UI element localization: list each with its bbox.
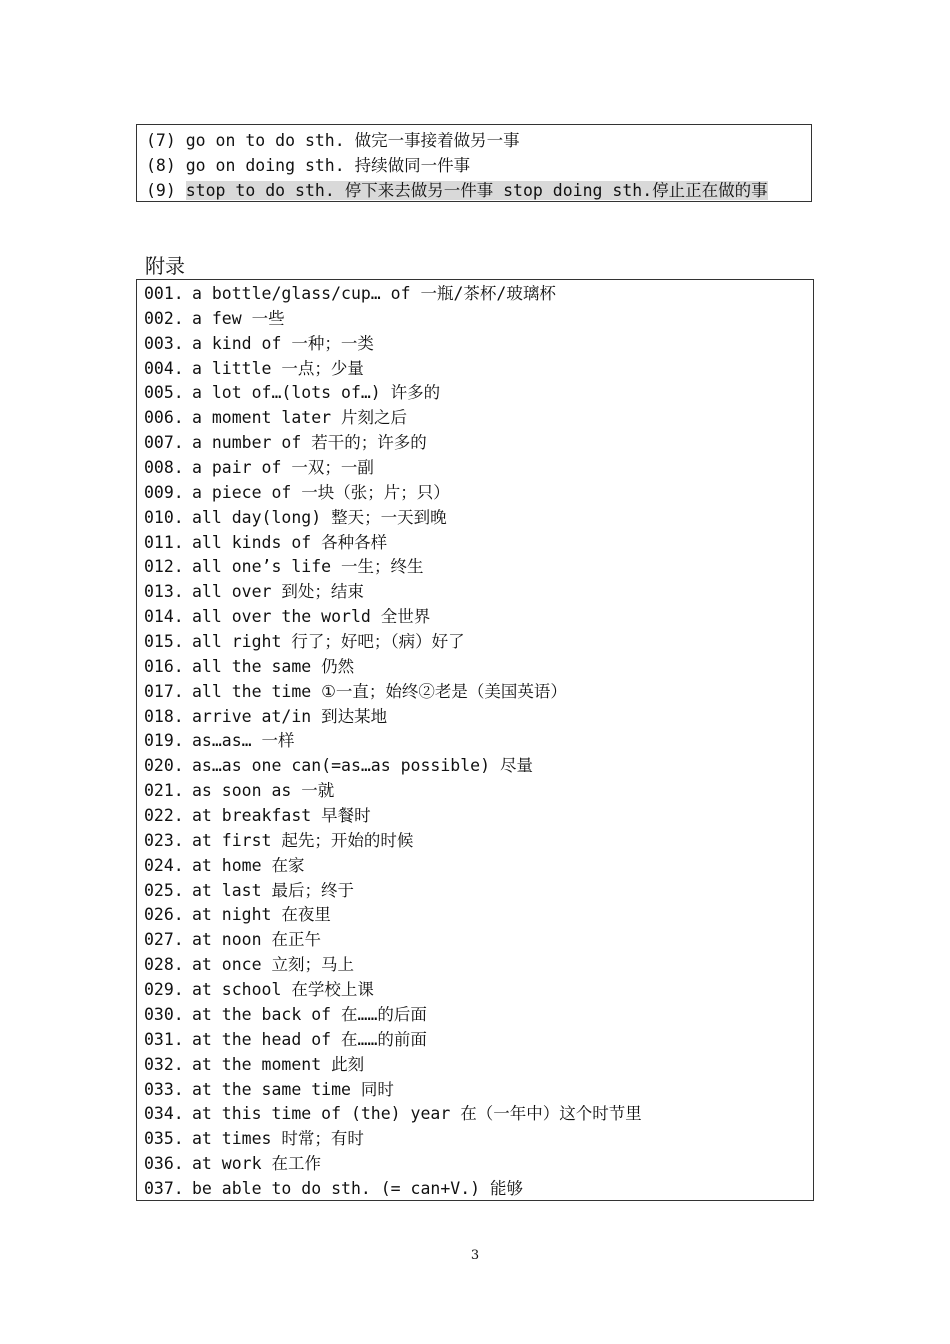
entry-number: 037. [144, 1178, 184, 1198]
entry-text: a moment later 片刻之后 [192, 408, 408, 428]
appendix-entry [144, 1078, 813, 1103]
entry-number: 015. [144, 632, 184, 652]
entry-text: all over 到处；结束 [192, 582, 364, 602]
appendix-entry [144, 804, 813, 829]
appendix-entry [144, 531, 813, 556]
appendix-entry [144, 928, 813, 953]
entry-number: 003. [144, 333, 184, 353]
entry-text: all over the world 全世界 [192, 607, 431, 627]
appendix-entry [144, 456, 813, 481]
entry-number: 013. [144, 582, 184, 602]
entry-text: as…as… 一样 [192, 731, 295, 751]
phrase-line-7: (7) go on to do sth. 做完一事接着做另一事 [146, 131, 520, 150]
appendix-entry [144, 705, 813, 730]
entry-text: a lot of…(lots of…) 许多的 [192, 383, 441, 403]
entry-text: at the same time 同时 [192, 1079, 394, 1099]
entry-text: at once 立刻；马上 [192, 955, 354, 975]
appendix-entry [144, 854, 813, 879]
entry-text: all the time ①一直；始终②老是（美国英语） [192, 681, 567, 701]
entry-number: 011. [144, 532, 184, 552]
appendix-entry [144, 829, 813, 854]
entry-text: a little 一点；少量 [192, 358, 364, 378]
entry-text: be able to do sth. (= can+V.) 能够 [192, 1178, 524, 1198]
entry-text: at this time of (the) year 在（一年中）这个时节里 [192, 1104, 642, 1124]
appendix-entry [144, 580, 813, 605]
entry-number: 001. [144, 284, 184, 303]
entry-number: 032. [144, 1054, 184, 1074]
entry-number: 028. [144, 955, 184, 975]
appendix-entry [144, 332, 813, 357]
entry-number: 002. [144, 308, 184, 328]
entry-number: 023. [144, 830, 184, 850]
appendix-entry [144, 680, 813, 705]
entry-text: at the head of 在……的前面 [192, 1029, 427, 1049]
entry-number: 029. [144, 980, 184, 1000]
entry-number: 017. [144, 681, 184, 701]
entry-text: at times 时常；有时 [192, 1129, 364, 1149]
appendix-entry [144, 282, 813, 307]
appendix-list [136, 279, 814, 1201]
appendix-entry [144, 779, 813, 804]
entry-number: 026. [144, 905, 184, 925]
entry-text: as soon as 一就 [192, 781, 335, 801]
entry-text: at the moment 此刻 [192, 1054, 365, 1074]
appendix-entry [144, 307, 813, 332]
appendix-entry [144, 1177, 813, 1202]
entry-text: all right 行了；好吧；（病）好了 [192, 632, 465, 652]
appendix-entry [144, 903, 813, 928]
entry-number: 020. [144, 756, 184, 776]
phrase-line-9-highlight: stop to do sth. 停下来去做另一件事 stop doing sth.停止正在做的事 [185, 181, 768, 200]
entry-text: a pair of 一双；一副 [192, 458, 374, 478]
entry-number: 035. [144, 1129, 184, 1149]
entry-number: 030. [144, 1004, 184, 1024]
entry-number: 025. [144, 880, 184, 900]
entry-number: 016. [144, 656, 184, 676]
appendix-entry [144, 1102, 813, 1127]
page-number: 3 [470, 1248, 480, 1263]
entry-number: 036. [144, 1154, 184, 1174]
appendix-entry [144, 555, 813, 580]
appendix-entry [144, 630, 813, 655]
entry-number: 024. [144, 855, 184, 875]
entry-text: all one’s life 一生；终生 [192, 557, 424, 577]
entry-number: 008. [144, 458, 184, 478]
phrase-line-9-prefix: (9) [146, 181, 186, 200]
phrase-line-9 [146, 178, 811, 203]
appendix-entry [144, 655, 813, 680]
entry-text: arrive at/in 到达某地 [192, 706, 388, 726]
entry-text: as…as one can(=as…as possible) 尽量 [192, 756, 533, 776]
entry-number: 010. [144, 507, 184, 527]
appendix-entry [144, 357, 813, 382]
entry-text: at work 在工作 [192, 1154, 321, 1174]
appendix-entry [144, 406, 813, 431]
appendix-entry [144, 978, 813, 1003]
entry-text: a piece of 一块（张；片；只） [192, 482, 450, 502]
entry-number: 004. [144, 358, 184, 378]
appendix-entry [144, 953, 813, 978]
appendix-entry [144, 1053, 813, 1078]
appendix-entry [144, 729, 813, 754]
appendix-entry [144, 481, 813, 506]
entry-text: at first 起先；开始的时候 [192, 830, 414, 850]
entry-text: at breakfast 早餐时 [192, 806, 371, 826]
entry-number: 012. [144, 557, 184, 577]
entry-text: a number of 若干的；许多的 [192, 433, 427, 453]
entry-text: a few 一些 [192, 308, 285, 328]
phrase-box-top [136, 124, 812, 202]
appendix-entry [144, 754, 813, 779]
entry-text: at the back of 在……的后面 [192, 1004, 427, 1024]
phrase-line-8: (8) go on doing sth. 持续做同一件事 [146, 156, 471, 175]
entry-number: 006. [144, 408, 184, 428]
entry-text: all the same 仍然 [192, 656, 355, 676]
entry-text: at school 在学校上课 [192, 980, 374, 1000]
entry-text: at noon 在正午 [192, 930, 321, 950]
entry-number: 022. [144, 806, 184, 826]
appendix-entry [144, 431, 813, 456]
entry-text: at home 在家 [192, 855, 305, 875]
entry-text: at night 在夜里 [192, 905, 331, 925]
entry-text: at last 最后；终于 [192, 880, 354, 900]
entry-number: 021. [144, 781, 184, 801]
entry-text: a bottle/glass/cup… of 一瓶/茶杯/玻璃杯 [192, 284, 556, 303]
entry-number: 007. [144, 433, 184, 453]
appendix-entry [144, 506, 813, 531]
appendix-entry [144, 1152, 813, 1177]
entry-text: all day(long) 整天；一天到晚 [192, 507, 447, 527]
appendix-entry [144, 879, 813, 904]
entry-number: 005. [144, 383, 184, 403]
appendix-entry [144, 1028, 813, 1053]
entry-number: 033. [144, 1079, 184, 1099]
entry-text: all kinds of 各种各样 [192, 532, 388, 552]
entry-number: 018. [144, 706, 184, 726]
entry-number: 009. [144, 482, 184, 502]
entry-number: 034. [144, 1104, 184, 1124]
appendix-entry [144, 381, 813, 406]
appendix-entry [144, 605, 813, 630]
appendix-entry [144, 1003, 813, 1028]
entry-number: 014. [144, 607, 184, 627]
entry-text: a kind of 一种；一类 [192, 333, 374, 353]
appendix-heading: 附录 [145, 254, 185, 278]
appendix-entry [144, 1127, 813, 1152]
entry-number: 031. [144, 1029, 184, 1049]
entry-number: 019. [144, 731, 184, 751]
entry-number: 027. [144, 930, 184, 950]
